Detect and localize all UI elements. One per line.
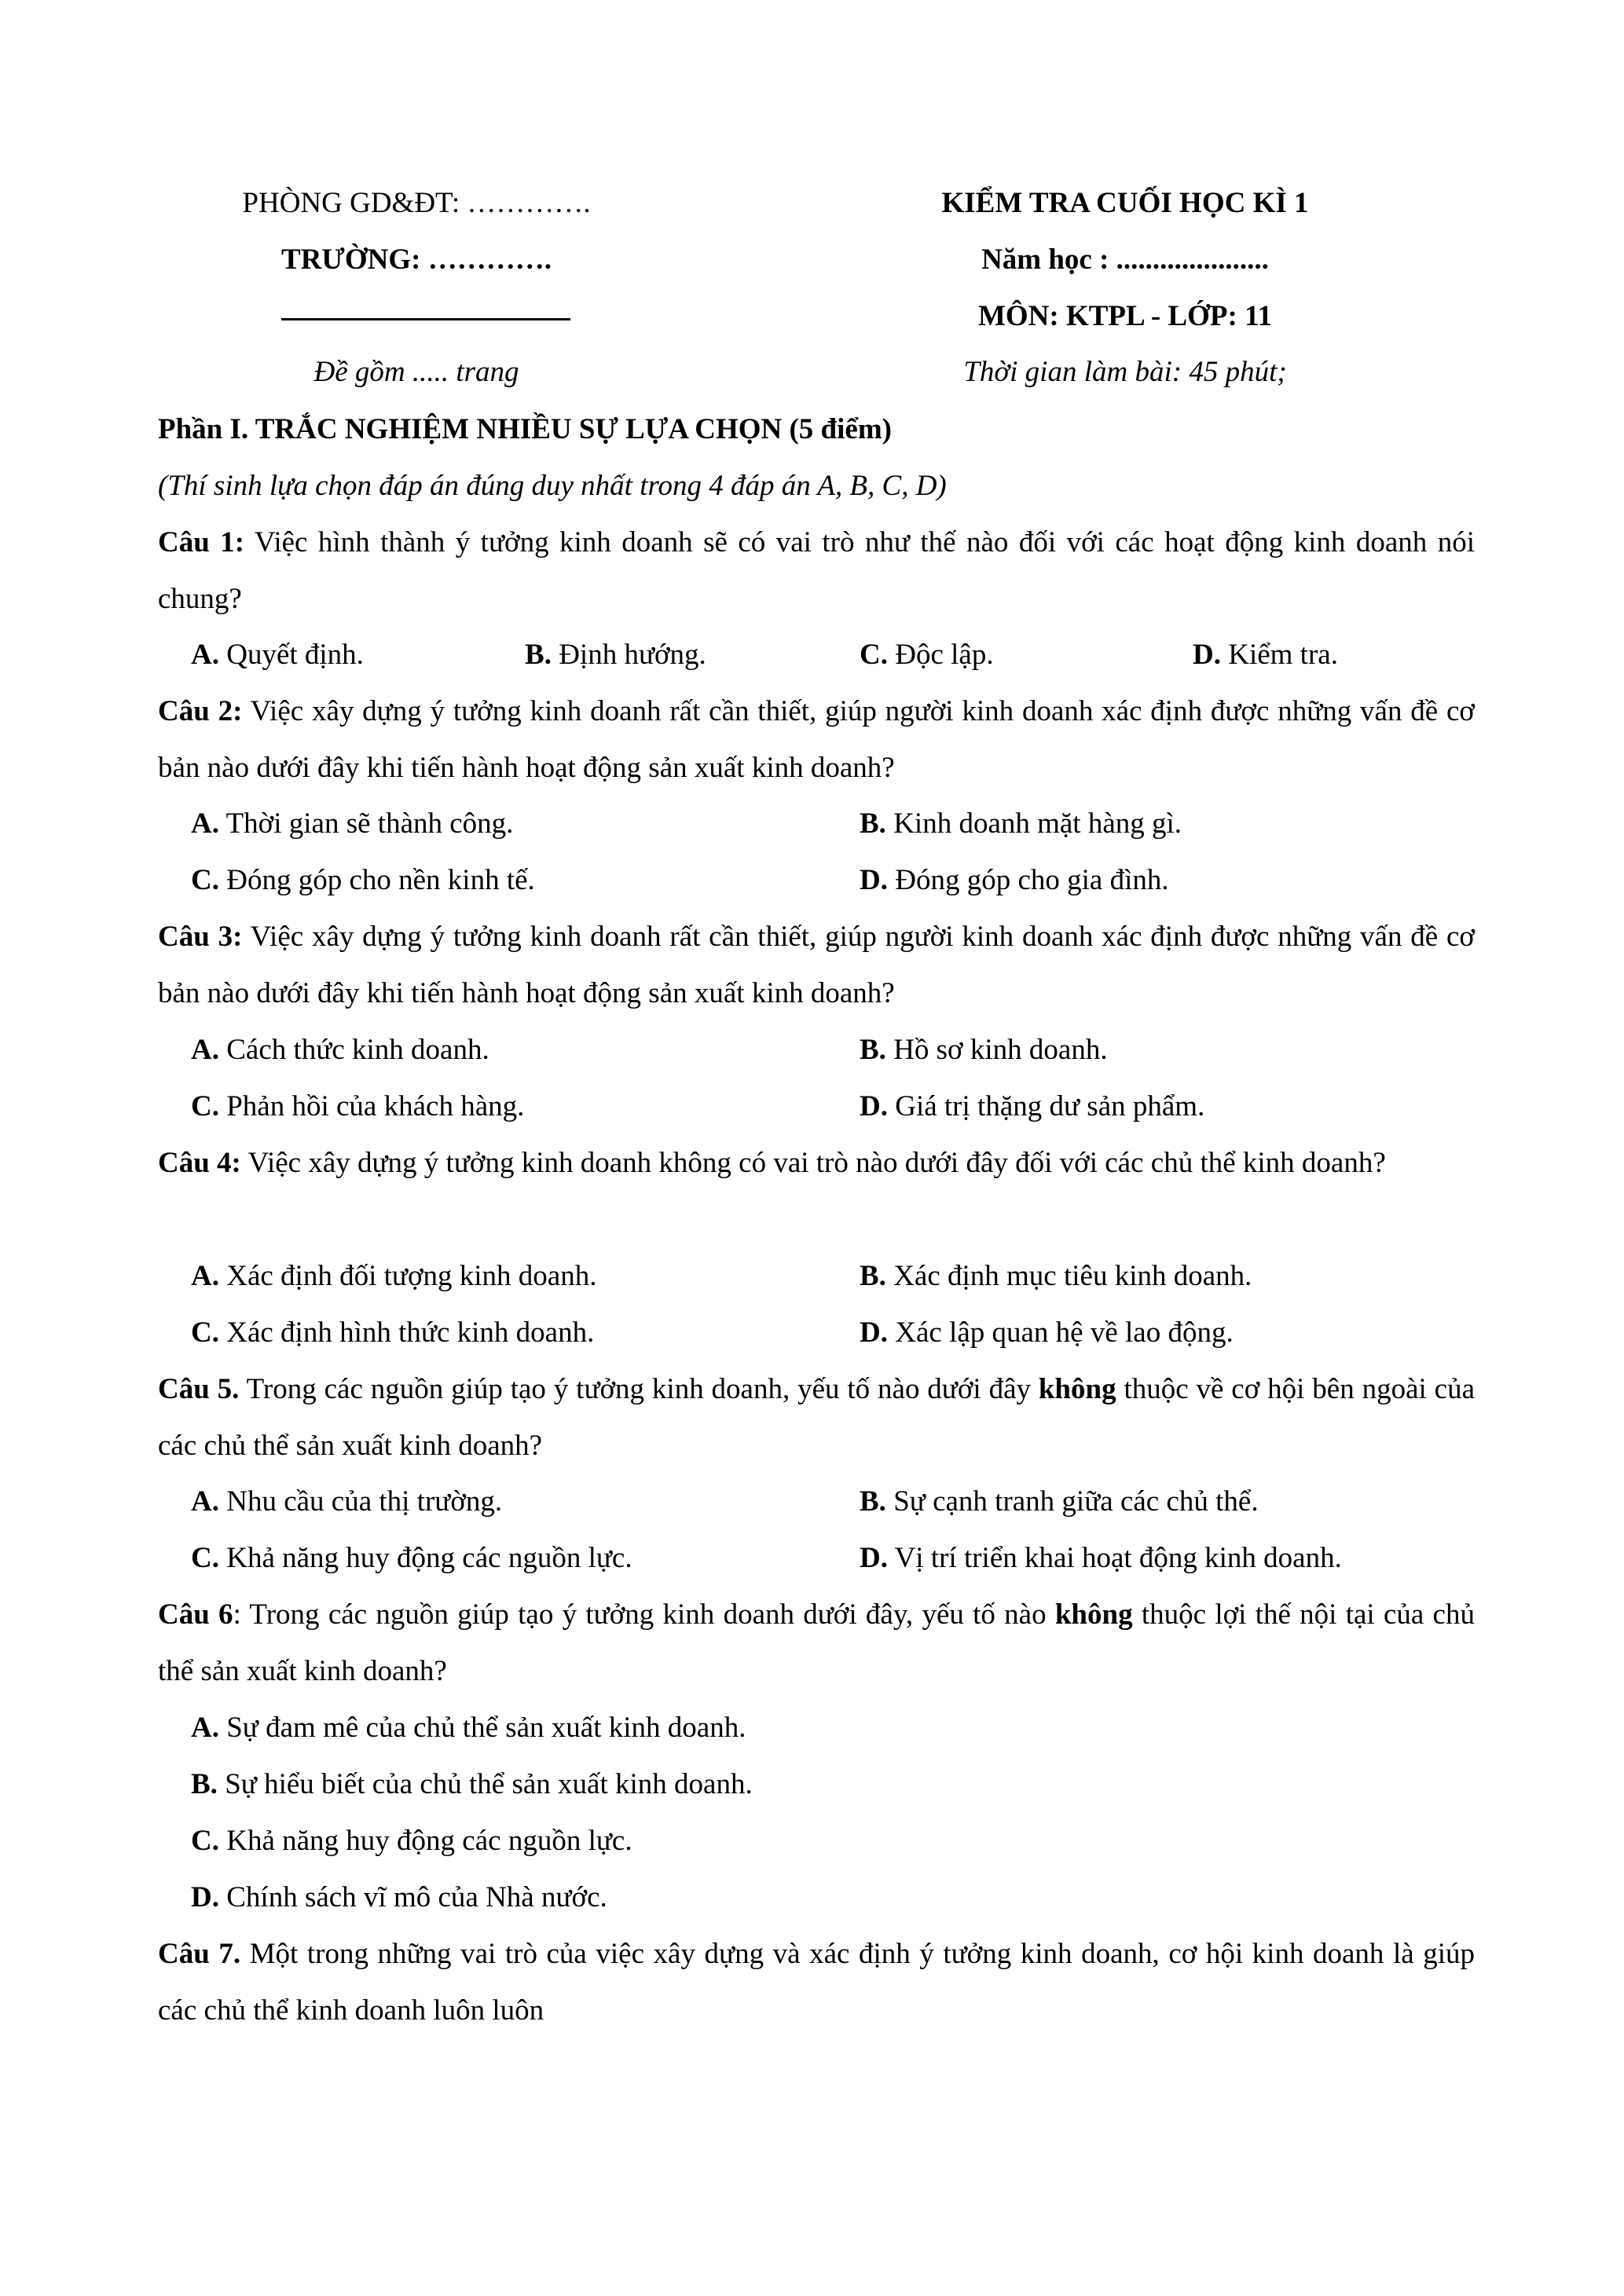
exam-title: KIỂM TRA CUỐI HỌC KÌ 1 xyxy=(941,187,1309,219)
question-label: Câu 4: xyxy=(158,1147,241,1179)
option-b: B. Hồ sơ kinh doanh. xyxy=(860,1034,1108,1066)
time-limit: Thời gian làm bài: 45 phút; xyxy=(963,356,1287,388)
option-d: D. Xác lập quan hệ về lao động. xyxy=(860,1316,1234,1349)
option-a: A. Cách thức kinh doanh. xyxy=(191,1034,489,1066)
page-count-note: Đề gồm ..... trang xyxy=(313,356,519,388)
question-6: Câu 6: Trong các nguồn giúp tạo ý tưởng kinh doanh dưới đây, yếu tố nào không thuộc lợi thế nội tại của chủ thể sản xuất kinh doanh? xyxy=(158,1598,1475,1687)
question-text: Một trong những vai trò của việc xây dựng và xác định ý tưởng kinh doanh, cơ hội kinh doanh là giúp các chủ thể kinh doanh luôn luôn xyxy=(158,1938,1475,2027)
question-7 xyxy=(158,1926,1475,2039)
option-a: A. Xác định đối tượng kinh doanh. xyxy=(191,1260,597,1292)
option-c: C. Đóng góp cho nền kinh tế. xyxy=(191,864,535,896)
option-d: D. Giá trị thặng dư sản phẩm. xyxy=(860,1090,1205,1122)
question-label: Câu 1: xyxy=(158,526,245,558)
option-d: D. Đóng góp cho gia đình. xyxy=(860,864,1169,896)
option-c: C. Xác định hình thức kinh doanh. xyxy=(191,1316,595,1349)
school-line: TRƯỜNG: …………. xyxy=(281,244,552,276)
option-b: B. Định hướng. xyxy=(525,639,706,671)
option-d: D. Kiểm tra. xyxy=(1193,639,1338,671)
emphasis-word: không xyxy=(1038,1373,1116,1405)
question-4 xyxy=(158,1135,1475,1192)
question-5: Câu 5. Trong các nguồn giúp tạo ý tưởng kinh doanh, yếu tố nào dưới đây không thuộc về cơ hội bên ngoài của các chủ thể sản xuất kinh doanh? xyxy=(158,1373,1475,1462)
section-instruction: (Thí sinh lựa chọn đáp án đúng duy nhất trong 4 đáp án A, B, C, D) xyxy=(158,470,947,502)
school-year: Năm học : ..................... xyxy=(981,244,1269,276)
option-a: A. Quyết định. xyxy=(191,639,364,671)
subject-grade: MÔN: KTPL - LỚP: 11 xyxy=(977,300,1273,332)
option-c: C. Phản hồi của khách hàng. xyxy=(191,1090,525,1122)
option-a: A. Sự đam mê của chủ thể sản xuất kinh doanh. xyxy=(191,1712,746,1744)
question-3 xyxy=(158,909,1475,1022)
question-text: Việc xây dựng ý tưởng kinh doanh rất cần thiết, giúp người kinh doanh xác định được những vấn đề cơ bản nào dưới đây khi tiến hành hoạt động sản xuất kinh doanh? xyxy=(158,695,1475,784)
option-c: C. Độc lập. xyxy=(860,639,994,671)
department-line: PHÒNG GD&ĐT: …………. xyxy=(242,187,591,219)
question-label: Câu 3: xyxy=(158,921,243,953)
question-label: Câu 6 xyxy=(158,1598,233,1631)
question-text: Việc xây dựng ý tưởng kinh doanh không có vai trò nào dưới đây đối với các chủ thể kinh doanh? xyxy=(240,1147,1386,1179)
header-divider xyxy=(281,318,570,320)
question-label: Câu 2: xyxy=(158,695,243,727)
option-c: C. Khả năng huy động các nguồn lực. xyxy=(191,1825,632,1857)
option-a: A. Nhu cầu của thị trường. xyxy=(191,1485,503,1518)
option-d: D. Chính sách vĩ mô của Nhà nước. xyxy=(191,1881,607,1913)
section-title: Phần I. TRẮC NGHIỆM NHIỀU SỰ LỰA CHỌN (5 điểm) xyxy=(158,413,892,445)
question-2 xyxy=(158,683,1475,796)
question-text: Việc hình thành ý tưởng kinh doanh sẽ có vai trò như thế nào đối với các hoạt động kinh doanh nói chung? xyxy=(158,526,1475,615)
option-b: B. Sự cạnh tranh giữa các chủ thể. xyxy=(860,1485,1259,1518)
question-1 xyxy=(158,514,1475,628)
option-b: B. Kinh doanh mặt hàng gì. xyxy=(860,807,1182,840)
emphasis-word: không xyxy=(1054,1598,1133,1631)
option-c: C. Khả năng huy động các nguồn lực. xyxy=(191,1542,632,1574)
question-text: Việc xây dựng ý tưởng kinh doanh rất cần thiết, giúp người kinh doanh xác định được những vấn đề cơ bản nào dưới đây khi tiến hành hoạt động sản xuất kinh doanh? xyxy=(158,921,1475,1009)
option-a: A. Thời gian sẽ thành công. xyxy=(191,807,514,840)
option-d: D. Vị trí triển khai hoạt động kinh doanh. xyxy=(860,1542,1342,1574)
question-label: Câu 7. xyxy=(158,1938,241,1970)
option-b: B. Xác định mục tiêu kinh doanh. xyxy=(860,1260,1252,1292)
option-b: B. Sự hiểu biết của chủ thể sản xuất kinh doanh. xyxy=(191,1768,753,1800)
question-label: Câu 5. xyxy=(158,1373,240,1405)
